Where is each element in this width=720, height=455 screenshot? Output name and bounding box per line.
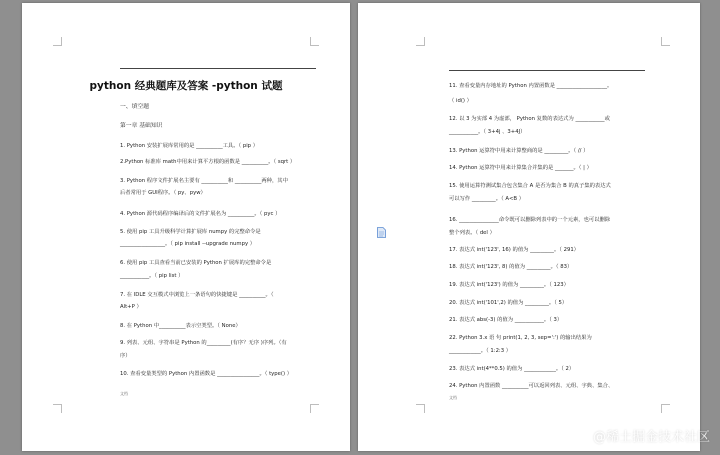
- question-line: 8. 在 Python 中__________表示空类型。（ None）: [120, 323, 241, 329]
- question-line: Alt+P ）: [120, 304, 142, 310]
- question-line: 6. 使用 pip 工具查看当前已安装的 Python 扩展库的完整命令是: [120, 260, 272, 266]
- crop-mark: [661, 37, 670, 46]
- question-line: 16. _______________命令既可以删除列表中的一个元素，也可以删除: [449, 217, 611, 223]
- question-line: 15. 使用运算符测试集合包含集合 A 是否为集合 B 的真子集的表达式: [449, 183, 611, 189]
- question-line: 10. 查看变量类型的 Python 内置函数是 ________________。（ type() ）: [120, 371, 293, 377]
- question-line: 整个列表。（ del ）: [449, 230, 495, 236]
- question-line: 11. 查看变量内存地址的 Python 内置函数是 ___________________。: [449, 83, 613, 89]
- question-line: 12. 以 3 为实部 4 为虚部， Python 复数的表达式为 ___________或: [449, 116, 610, 122]
- question-line: 3. Python 程序文件扩展名主要有 __________和 __________两种，其中: [120, 178, 288, 184]
- question-line: 14. Python 运算符中用来计算集合并集的是 _______。（ | ）: [449, 165, 592, 171]
- question-line: ___________。（ 3+4j 、3+4J）: [449, 129, 526, 135]
- document-icon[interactable]: [377, 227, 386, 238]
- header-rule: [449, 70, 645, 71]
- question-line: 4. Python 源代码程序编译后的文件扩展名为 __________。（ pyc ）: [120, 211, 281, 217]
- question-line: 22. Python 3.x 语 句 print(1, 2, 3, sep=':') 的输出结果为: [449, 335, 592, 341]
- document-page-1: [22, 3, 350, 451]
- crop-mark: [310, 37, 319, 46]
- document-page-2: [358, 3, 700, 451]
- question-line: ___________。（ pip list ）: [120, 273, 184, 279]
- document-title: python 经典题库及答案 -python 试题: [89, 80, 283, 92]
- question-line: 20. 表达式 int('101',2) 的值为 _________。（ 5）: [449, 300, 568, 306]
- page-footer: 文档: [449, 395, 457, 400]
- chapter-heading: 第一章 基础知识: [120, 123, 163, 129]
- question-line: _________________。（ pip install --upgrade numpy ）: [120, 241, 256, 247]
- question-line: 后者常用于 GUI程序。（ py、pyw）: [120, 190, 206, 196]
- question-line: 7. 在 IDLE 交互模式中浏览上一条语句的快捷键是 __________。（: [120, 292, 274, 298]
- question-line: 17. 表达式 int('123', 16) 的值为 _________。（ 291）: [449, 247, 579, 253]
- question-line: 可以写作 _________。（ A<B ）: [449, 196, 525, 202]
- crop-mark: [416, 404, 425, 413]
- crop-mark: [53, 404, 62, 413]
- question-line: 5. 使用 pip 工具升级科学计算扩展库 numpy 的完整命令是: [120, 229, 261, 235]
- question-line: 9. 列表、元组、字符串是 Python 的_________(有序？无序 )序列。（有: [120, 340, 287, 346]
- question-line: 2.Python 标准库 math中用来计算平方根的函数是 __________。（ sqrt ）: [120, 159, 296, 165]
- crop-mark: [53, 37, 62, 46]
- crop-mark: [310, 404, 319, 413]
- question-line: 18. 表达式 int('123', 8) 的值为 _________。（ 83）: [449, 264, 573, 270]
- header-rule: [120, 68, 316, 69]
- question-line: 23. 表达式 int(4**0.5) 的值为 ____________。（ 2）: [449, 366, 575, 372]
- question-line: ____________。（ 1:2:3 ）: [449, 348, 512, 354]
- question-line: 24. Python 内置函数 __________可以返回列表、元组、字典、集合、: [449, 383, 614, 389]
- question-line: 1. Python 安装扩展库常用的是 __________工具。（ pip ）: [120, 143, 259, 149]
- question-line: 19. 表达式 int('123') 的值为 _________。（ 123）: [449, 282, 569, 288]
- question-line: 21. 表达式 abs(-3) 的值为 ___________。（ 3）: [449, 317, 563, 323]
- question-line: 13. Python 运算符中用来计算整商的是 _________。（ // ）: [449, 148, 589, 154]
- question-line: 序）: [120, 353, 131, 359]
- section-heading: 一、填空题: [120, 104, 149, 110]
- question-line: （ id() ）: [449, 98, 472, 104]
- crop-mark: [416, 37, 425, 46]
- watermark: @稀土掘金技术社区: [592, 430, 710, 445]
- page-footer: 文档: [120, 391, 128, 396]
- crop-mark: [661, 404, 670, 413]
